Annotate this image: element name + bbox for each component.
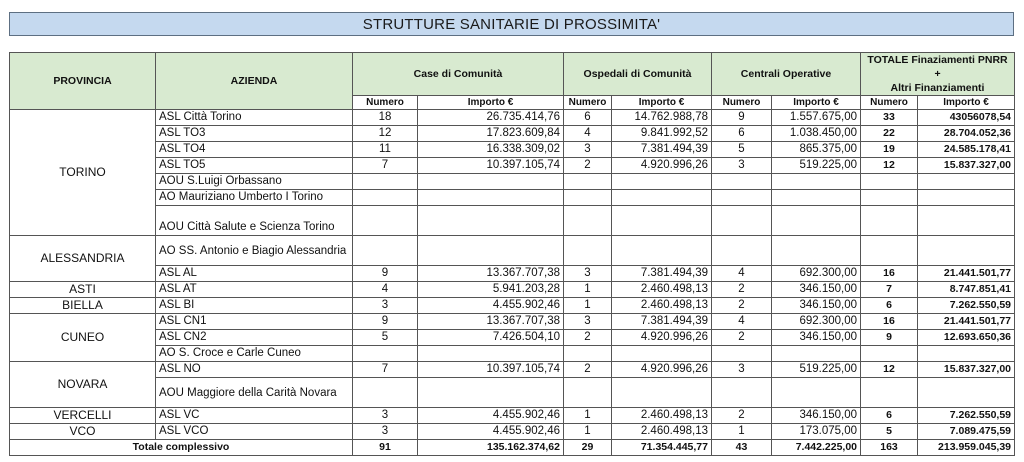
azienda-cell: ASL VC [156,408,353,424]
azienda-cell: ASL NO [156,362,353,378]
totale-numero: 9 [861,330,918,346]
ospedali-numero: 6 [564,110,612,126]
case-importo: 10.397.105,74 [418,362,564,378]
totale-numero: 7 [861,282,918,298]
centrali-numero: 3 [712,158,772,174]
ospedali-numero: 4 [564,126,612,142]
table-row [10,298,1015,314]
centrali-importo: 692.300,00 [772,314,861,330]
totale-numero: 19 [861,142,918,158]
totale-numero: 6 [861,408,918,424]
table-row [10,282,1015,298]
subheader-importo: Importo € [418,96,564,110]
table-row [10,346,1015,362]
province-novara: NOVARA [10,362,156,408]
azienda-cell: ASL BI [156,298,353,314]
centrali-importo: 346.150,00 [772,298,861,314]
province-biella: BIELLA [10,298,156,314]
totale-numero: 16 [861,266,918,282]
ospedali-importo: 9.841.992,52 [612,126,712,142]
ospedali-numero: 3 [564,266,612,282]
subheader-numero: Numero [353,96,418,110]
azienda-cell: AOU Città Salute e Scienza Torino [156,206,353,236]
header-case: Case di Comunità [353,53,564,96]
header-centrali: Centrali Operative [712,53,861,96]
case-importo: 4.455.902,46 [418,424,564,440]
totale-importo: 15.837.327,00 [918,362,1015,378]
subheader-importo: Importo € [772,96,861,110]
case-importo: 16.338.309,02 [418,142,564,158]
header-row [10,53,1015,96]
ospedali-numero: 1 [564,298,612,314]
totale-importo: 21.441.501,77 [918,266,1015,282]
header-totale-line2: Altri Finanziamenti [890,82,985,94]
total-case-importo: 135.162.374,62 [418,440,564,456]
azienda-cell: AO S. Croce e Carle Cuneo [156,346,353,362]
totale-numero: 16 [861,314,918,330]
totale-numero: 22 [861,126,918,142]
table-row [10,424,1015,440]
case-numero: 11 [353,142,418,158]
ospedali-importo: 2.460.498,13 [612,282,712,298]
table-row [10,158,1015,174]
centrali-importo: 519.225,00 [772,158,861,174]
header-ospedali: Ospedali di Comunità [564,53,712,96]
case-numero: 3 [353,298,418,314]
ospedali-numero: 3 [564,142,612,158]
subheader-numero: Numero [712,96,772,110]
centrali-importo: 1.038.450,00 [772,126,861,142]
table-row [10,206,1015,236]
table-row [10,110,1015,126]
totale-importo: 12.693.650,36 [918,330,1015,346]
case-numero: 18 [353,110,418,126]
totale-numero: 5 [861,424,918,440]
centrali-importo: 1.557.675,00 [772,110,861,126]
table-row [10,266,1015,282]
totale-importo: 28.704.052,36 [918,126,1015,142]
case-numero: 7 [353,158,418,174]
case-importo: 13.367.707,38 [418,314,564,330]
centrali-importo: 519.225,00 [772,362,861,378]
case-importo: 5.941.203,28 [418,282,564,298]
case-importo: 17.823.609,84 [418,126,564,142]
table-row [10,142,1015,158]
azienda-cell: AO Mauriziano Umberto I Torino [156,190,353,206]
case-numero: 7 [353,362,418,378]
case-numero: 3 [353,408,418,424]
header-provincia: PROVINCIA [10,53,156,110]
totale-importo: 7.262.550,59 [918,298,1015,314]
ospedali-importo: 4.920.996,26 [612,330,712,346]
centrali-numero: 6 [712,126,772,142]
ospedali-importo: 7.381.494,39 [612,142,712,158]
case-importo: 13.367.707,38 [418,266,564,282]
azienda-cell: AO SS. Antonio e Biagio Alessandria [156,236,353,266]
totale-numero: 6 [861,298,918,314]
totale-importo: 8.747.851,41 [918,282,1015,298]
ospedali-numero: 2 [564,330,612,346]
header-totale [861,53,1015,96]
totale-importo: 21.441.501,77 [918,314,1015,330]
total-totale-numero: 163 [861,440,918,456]
totale-importo: 24.585.178,41 [918,142,1015,158]
azienda-cell: ASL AT [156,282,353,298]
azienda-cell: ASL VCO [156,424,353,440]
totale-importo: 7.262.550,59 [918,408,1015,424]
ospedali-importo: 2.460.498,13 [612,424,712,440]
header-azienda: AZIENDA [156,53,353,110]
total-centrali-importo: 7.442.225,00 [772,440,861,456]
ospedali-numero: 1 [564,408,612,424]
total-row [10,440,1015,456]
total-label: Totale complessivo [10,440,353,456]
subheader-importo: Importo € [918,96,1015,110]
centrali-numero: 2 [712,298,772,314]
centrali-numero: 2 [712,282,772,298]
totale-importo: 15.837.327,00 [918,158,1015,174]
ospedali-importo: 2.460.498,13 [612,408,712,424]
table-row [10,190,1015,206]
ospedali-importo: 7.381.494,39 [612,266,712,282]
centrali-numero: 2 [712,330,772,346]
header-totale-line1: TOTALE Finaziamenti PNRR + [867,54,1008,80]
ospedali-numero: 1 [564,282,612,298]
azienda-cell: ASL Città Torino [156,110,353,126]
azienda-cell: AOU Maggiore della Carità Novara [156,378,353,408]
total-centrali-numero: 43 [712,440,772,456]
centrali-numero: 4 [712,266,772,282]
centrali-importo: 346.150,00 [772,282,861,298]
total-ospedali-importo: 71.354.445,77 [612,440,712,456]
azienda-cell: ASL TO5 [156,158,353,174]
table-row [10,408,1015,424]
ospedali-numero: 2 [564,362,612,378]
table-row [10,362,1015,378]
totale-numero: 33 [861,110,918,126]
table-row [10,236,1015,266]
province-cuneo: CUNEO [10,314,156,362]
centrali-numero: 2 [712,408,772,424]
centrali-numero: 4 [712,314,772,330]
centrali-numero: 5 [712,142,772,158]
table-row [10,174,1015,190]
ospedali-importo: 2.460.498,13 [612,298,712,314]
ospedali-numero: 1 [564,424,612,440]
case-numero: 4 [353,282,418,298]
azienda-cell: AOU S.Luigi Orbassano [156,174,353,190]
case-numero: 12 [353,126,418,142]
total-totale-importo: 213.959.045,39 [918,440,1015,456]
ospedali-numero: 2 [564,158,612,174]
subheader-numero: Numero [861,96,918,110]
azienda-cell: ASL CN2 [156,330,353,346]
case-numero: 5 [353,330,418,346]
total-case-numero: 91 [353,440,418,456]
province-asti: ASTI [10,282,156,298]
totale-importo: 7.089.475,59 [918,424,1015,440]
strutture-table [9,52,1015,456]
ospedali-importo: 7.381.494,39 [612,314,712,330]
table-row [10,314,1015,330]
totale-numero: 12 [861,158,918,174]
totale-importo: 43056078,54 [918,110,1015,126]
province-alessandria: ALESSANDRIA [10,236,156,282]
azienda-cell: ASL TO4 [156,142,353,158]
centrali-importo: 346.150,00 [772,330,861,346]
total-ospedali-numero: 29 [564,440,612,456]
centrali-numero: 3 [712,362,772,378]
case-numero: 3 [353,424,418,440]
case-importo: 10.397.105,74 [418,158,564,174]
azienda-cell: ASL AL [156,266,353,282]
table-row [10,378,1015,408]
centrali-importo: 865.375,00 [772,142,861,158]
azienda-cell: ASL TO3 [156,126,353,142]
case-importo: 4.455.902,46 [418,298,564,314]
ospedali-importo: 14.762.988,78 [612,110,712,126]
centrali-numero: 1 [712,424,772,440]
table-row [10,126,1015,142]
case-importo: 4.455.902,46 [418,408,564,424]
centrali-importo: 173.075,00 [772,424,861,440]
page-title: STRUTTURE SANITARIE DI PROSSIMITA' [9,12,1014,36]
table-row [10,330,1015,346]
centrali-numero: 9 [712,110,772,126]
province-vco: VCO [10,424,156,440]
case-importo: 7.426.504,10 [418,330,564,346]
ospedali-importo: 4.920.996,26 [612,158,712,174]
subheader-importo: Importo € [612,96,712,110]
totale-numero: 12 [861,362,918,378]
province-torino: TORINO [10,110,156,236]
case-numero: 9 [353,314,418,330]
ospedali-importo: 4.920.996,26 [612,362,712,378]
case-importo: 26.735.414,76 [418,110,564,126]
centrali-importo: 692.300,00 [772,266,861,282]
centrali-importo: 346.150,00 [772,408,861,424]
azienda-cell: ASL CN1 [156,314,353,330]
province-vercelli: VERCELLI [10,408,156,424]
subheader-numero: Numero [564,96,612,110]
case-numero: 9 [353,266,418,282]
ospedali-numero: 3 [564,314,612,330]
